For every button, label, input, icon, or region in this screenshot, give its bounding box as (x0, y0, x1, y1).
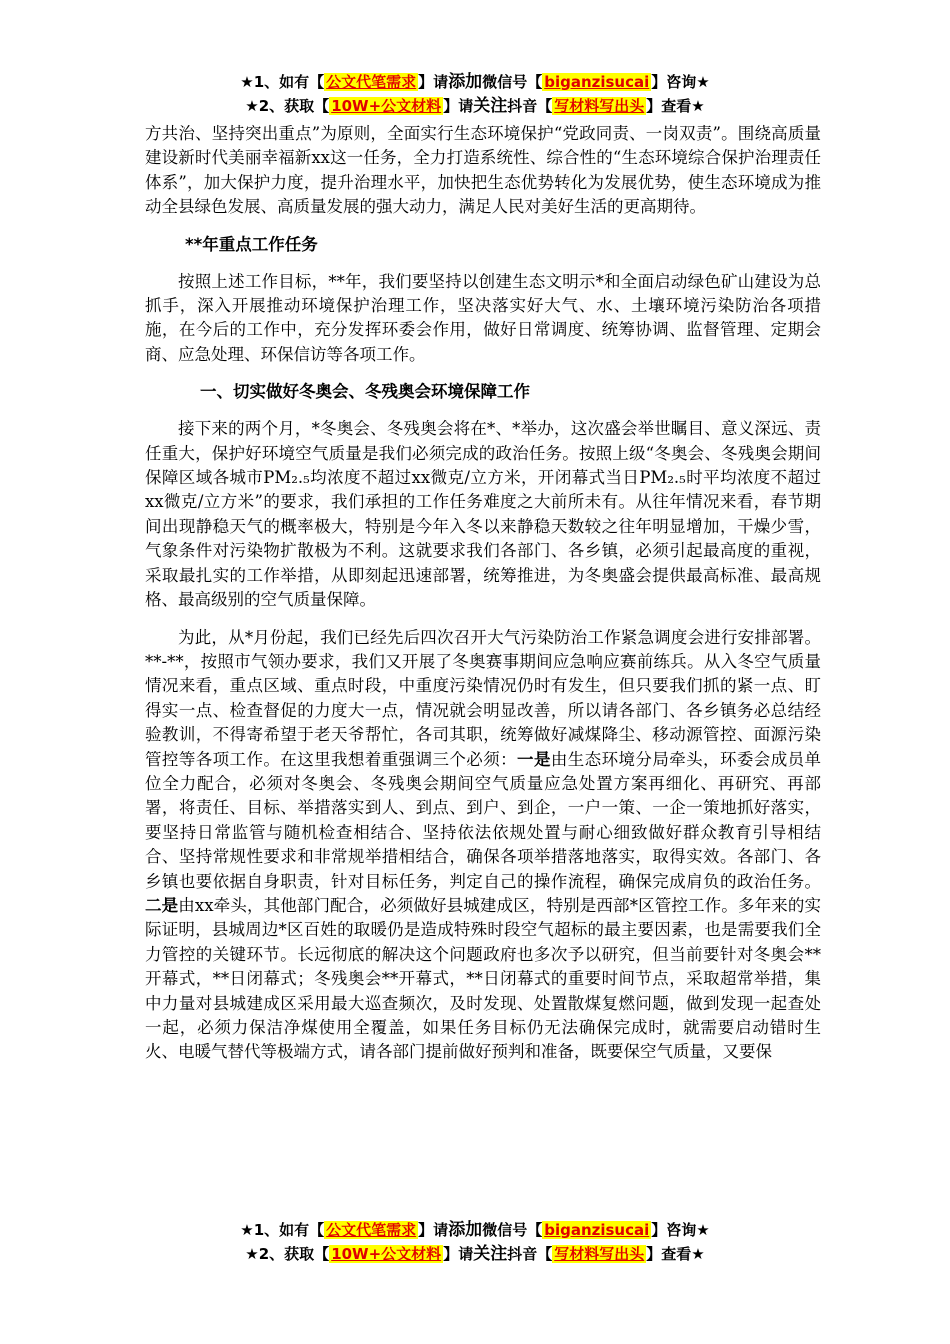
task-heading: **年重点工作任务 (185, 234, 318, 254)
point-one-label: 一是 (517, 749, 551, 769)
measures-text: 由生态环境分局牵头，环委会成员单位全力配合，必须对冬奥会、冬残奥会期间空气质量应急处置方案再细化、再研究、再部署，将责任、目标、举措落实到人、到点、到户、到企，一户一策、一企一策地抓好落实，要坚持日常监管与随机检查相结合、坚持依法依规处置与耐心细致做好群众教育引导相结合、坚持常规性要求和非常规举措相结合，确保各项举措落地落实，取得实效。各部门、各乡镇也要依据自身职责，针对目标任务，判定自己的操作流程，确保完成肩负的政治任务。 (145, 749, 822, 891)
banner-highlight: 10W+公文材料 (331, 97, 442, 115)
banner-highlight: 写材料写出头 (554, 97, 645, 115)
banner-highlight: 公文代笔需求 (326, 73, 417, 91)
top-banner (0, 70, 950, 118)
banner-emphasis: 关注 (473, 96, 508, 116)
task-paragraph: 按照上述工作目标，**年，我们要坚持以创建生态文明示*和全面启动绿色矿山建设为总抓手，深入开展推动环境保护治理工作，坚决落实好大气、水、土壤环境污染防治各项措施，在今后的工作中，充分发挥环委会作用，做好日常调度、统筹协调、监督管理、定期会商、应急处理、环保信访等各项工作。 (145, 271, 821, 364)
point-two-label: 二是 (145, 895, 179, 915)
banner-text: 】咨询★ (651, 1221, 710, 1239)
banner-text: 】查看★ (646, 1245, 705, 1263)
banner-text: 】请 (443, 97, 474, 115)
measures-paragraph (145, 626, 821, 1065)
banner-text: 】查看★ (646, 97, 705, 115)
banner-text: ★2、获取【 (245, 1245, 330, 1263)
banner-emphasis: 关注 (473, 1244, 508, 1264)
measures-text: 为此，从*月份起，我们已经先后四次召开大气污染防治工作紧急调度会进行安排部署。**-**，按照市气领办要求，我们又开展了冬奥赛事期间应急响应赛前练兵。从入冬空气质量情况来看，重点区域、重点时段，中重度污染情况仍时有发生，但只要我们抓的紧一点、盯得实一点、检查督促的力度大一点，情况就会明显改善，所以请各部门、各乡镇务必总结经验教训，不得寄希望于老天爷帮忙，各司其职，统筹做好减煤降尘、移动源管控、面源污染管控等各项工作。在这里我想着重强调三个必须： (145, 627, 821, 769)
banner-text: ★1、如有【 (240, 1221, 325, 1239)
banner-highlight: biganzisucai (544, 73, 650, 91)
banner-text: 微信号【 (482, 1221, 543, 1239)
intro-paragraph: 方共治、坚持突出重点”为原则，全面实行生态环境保护“党政同责、一岗双责”。围绕高质量建设新时代美丽幸福新xx这一任务，全力打造系统性、综合性的“生态环境综合保护治理责任体系”，加大保护力度，提升治理水平，加快把生态优势转化为发展优势，使生态环境成为推动全县绿色发展、高质量发展的强大动力，满足人民对美好生活的更高期待。 (145, 124, 821, 217)
banner-line-1 (0, 1218, 950, 1242)
banner-text: 】咨询★ (651, 73, 710, 91)
banner-emphasis: 添加 (448, 72, 483, 92)
bottom-banner (0, 1218, 950, 1266)
banner-line-1 (0, 70, 950, 94)
olympics-paragraph: 接下来的两个月，*冬奥会、冬残奥会将在*、*举办，这次盛会举世瞩目、意义深远、责任重大，保护好环境空气质量是我们必须完成的政治任务。按照上级“冬奥会、冬残奥会期间保障区域各城市PM₂.₅均浓度不超过xx微克/立方米，开闭幕式当日PM₂.₅时平均浓度不超过xx微克/立方米”的要求，我们承担的工作任务难度之大前所未有。从往年情况来看，春节期间出现静稳天气的概率极大，特别是今年入冬以来静稳天数较之往年明显增加，干燥少雪，气象条件对污染物扩散极为不利。这就要求我们各部门、各乡镇，必须引起最高度的重视，采取最扎实的工作举措，从即刻起迅速部署，统筹推进，为冬奥盛会提供最高标准、最高规格、最高级别的空气质量保障。 (145, 419, 821, 610)
banner-text: 】请 (418, 73, 449, 91)
banner-text: ★1、如有【 (240, 73, 325, 91)
banner-highlight: biganzisucai (544, 1221, 650, 1239)
banner-text: 】请 (418, 1221, 449, 1239)
banner-text: 抖音【 (507, 1245, 553, 1263)
banner-highlight: 公文代笔需求 (326, 1221, 417, 1239)
banner-text: 抖音【 (507, 97, 553, 115)
document-body (145, 122, 821, 1078)
banner-emphasis: 添加 (448, 1220, 483, 1240)
banner-highlight: 写材料写出头 (554, 1245, 645, 1263)
banner-highlight: 10W+公文材料 (331, 1245, 442, 1263)
banner-line-2 (0, 94, 950, 118)
measures-text: 由xx牵头，其他部门配合，必须做好县城建成区，特别是西部*区管控工作。多年来的实际证明，县城周边*区百姓的取暖仍是造成特殊时段空气超标的最主要因素，也是需要我们全力管控的关键环节。长远彻底的解决这个问题政府也多次予以研究，但当前要针对冬奥会**开幕式，**日闭幕式；冬残奥会**开幕式，**日闭幕式的重要时间节点，采取超常举措，集中力量对县城建成区采用最大巡查频次，及时发现、处置散煤复燃问题，做到发现一起查处一起，必须力保洁净煤使用全覆盖，如果任务目标仍无法确保完成时，就需要启动错时生火、电暖气替代等极端方式，请各部门提前做好预判和准备，既要保空气质量，又要保 (145, 895, 821, 1062)
banner-line-2 (0, 1242, 950, 1266)
section-heading: 一、切实做好冬奥会、冬残奥会环境保障工作 (200, 382, 530, 402)
banner-text: 微信号【 (482, 73, 543, 91)
banner-text: 】请 (443, 1245, 474, 1263)
banner-text: ★2、获取【 (245, 97, 330, 115)
